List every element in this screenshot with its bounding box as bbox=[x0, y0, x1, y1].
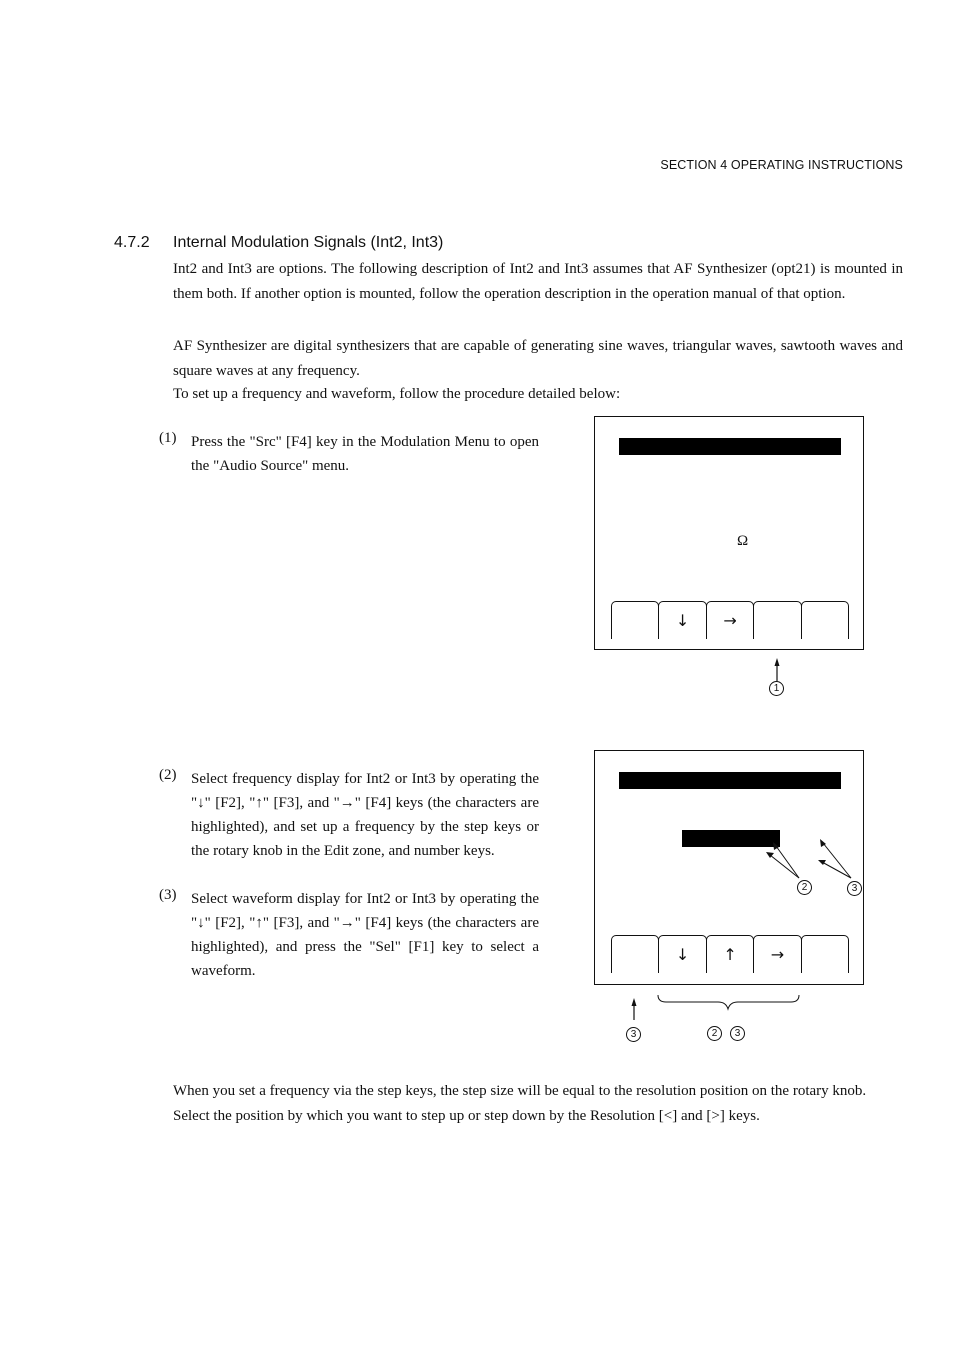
callout-2-right: 2 bbox=[797, 880, 812, 895]
step-size-note-line-1: When you set a frequency via the step keys, the step size will be equal to the resolution position on the rotary knob. bbox=[173, 1083, 867, 1099]
f2-down-key[interactable]: ↓ bbox=[658, 935, 706, 973]
step-size-note-line-2: Select the position by which you want to step up or step down by the Resolution [<] and [>] keys. bbox=[173, 1108, 760, 1124]
intro-paragraph-3: To set up a frequency and waveform, follow the procedure detailed below: bbox=[173, 386, 621, 402]
step-2-text: Select frequency display for Int2 or Int3 by operating the "↓" [F2], "↑" [F3], and "→" [F4] keys (the characters are highlighted), and set up a frequency by the step keys or the rotary knob in the Edit zone, and number keys. bbox=[191, 771, 539, 859]
step-2-number: (2) bbox=[159, 767, 177, 783]
callout-1: 1 bbox=[769, 681, 784, 696]
section-number: 4.7.2 bbox=[114, 234, 150, 251]
callout-3-below-keys: 3 bbox=[730, 1026, 745, 1041]
f2-down-key[interactable]: ↓ bbox=[658, 601, 706, 639]
callout-2-below-keys: 2 bbox=[707, 1026, 722, 1041]
step-3-number: (3) bbox=[159, 887, 177, 903]
intro-paragraph-2: AF Synthesizer are digital synthesizers that are capable of generating sine waves, triangular waves, sawtooth waves and square waves at any frequency. bbox=[173, 338, 903, 379]
f3-right-key[interactable]: → bbox=[706, 601, 754, 639]
callout-3-below-f1: 3 bbox=[626, 1027, 641, 1042]
ohm-symbol: Ω bbox=[737, 533, 749, 549]
step-3-text: Select waveform display for Int2 or Int3 by operating the "↓" [F2], "↑" [F3], and "→" [F4] keys (the characters are highlighted), and press the "Sel" [F1] key to select a waveform. bbox=[191, 891, 539, 979]
callout-3-right: 3 bbox=[847, 881, 862, 896]
f4-right-key[interactable]: → bbox=[753, 935, 801, 973]
f3-up-key[interactable]: ↑ bbox=[706, 935, 754, 973]
intro-paragraph-1: Int2 and Int3 are options. The following description of Int2 and Int3 assumes that AF Synthesizer (opt21) is mounted in them both. If another option is mounted, follow the operation description in the operation manual of that option. bbox=[173, 261, 903, 302]
step-1-text: Press the "Src" [F4] key in the Modulation Menu to open the "Audio Source" menu. bbox=[191, 434, 539, 474]
section-title: Internal Modulation Signals (Int2, Int3) bbox=[173, 234, 444, 251]
page-header: SECTION 4 OPERATING INSTRUCTIONS bbox=[660, 158, 903, 172]
step-1-number: (1) bbox=[159, 430, 177, 446]
